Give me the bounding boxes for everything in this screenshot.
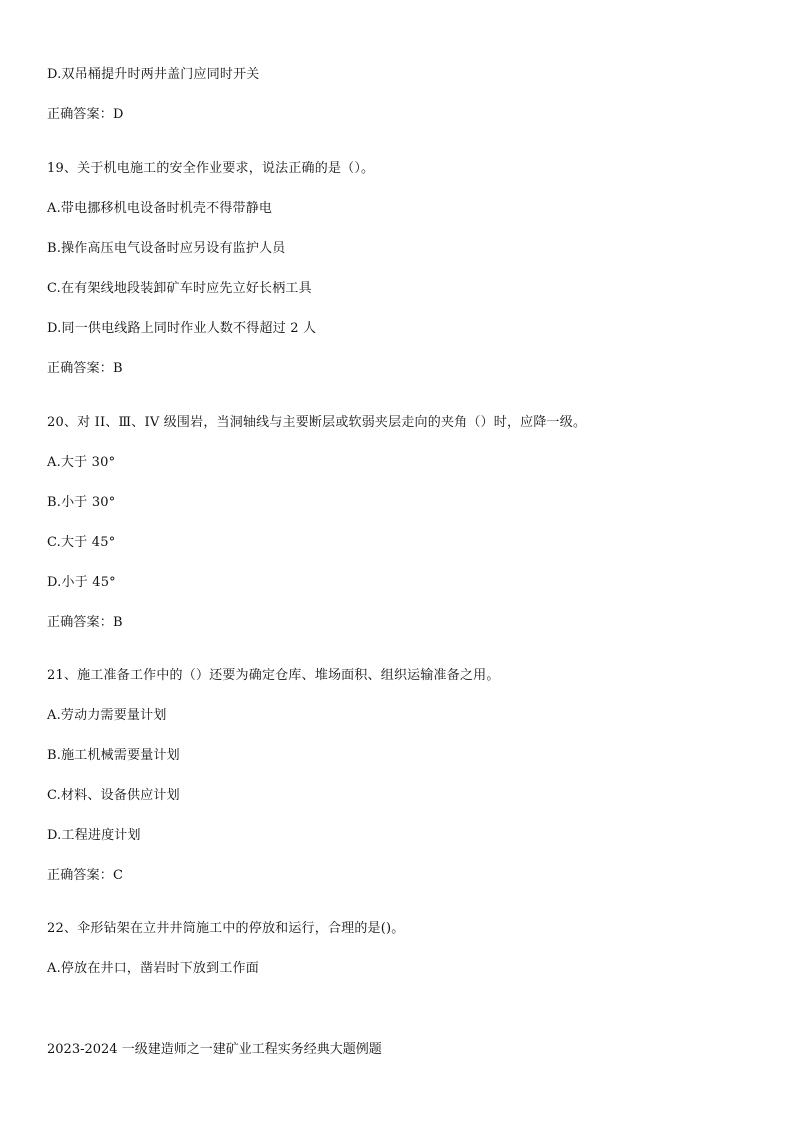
q22-question: 22、伞形钻架在立井井筒施工中的停放和运行，合理的是()。 xyxy=(47,921,405,936)
q19-option-a: A.带电挪移机电设备时机壳不得带静电 xyxy=(47,201,273,216)
prev-answer: 正确答案：D xyxy=(47,107,124,122)
q19-option-c: C.在有架线地段装卸矿车时应先立好长柄工具 xyxy=(47,281,312,296)
q19-option-b: B.操作高压电气设备时应另设有监护人员 xyxy=(47,241,286,256)
q20-question: 20、对 II、Ⅲ、IV 级围岩，当洞轴线与主要断层或软弱夹层走向的夹角（）时，应降一级。 xyxy=(47,415,587,430)
q19-question: 19、关于机电施工的安全作业要求，说法正确的是（）。 xyxy=(47,161,375,176)
q19-option-d: D.同一供电线路上同时作业人数不得超过 2 人 xyxy=(47,321,317,336)
q21-option-c: C.材料、设备供应计划 xyxy=(47,788,180,803)
prev-option-d: D.双吊桶提升时两井盖门应同时开关 xyxy=(47,67,260,82)
q21-question: 21、施工准备工作中的（）还要为确定仓库、堆场面积、组织运输准备之用。 xyxy=(47,668,500,683)
q19-answer: 正确答案：B xyxy=(47,361,123,376)
q20-option-d: D.小于 45° xyxy=(47,575,116,590)
page-footer: 2023-2024 一级建造师之一建矿业工程实务经典大题例题 xyxy=(47,1042,382,1057)
q21-option-b: B.施工机械需要量计划 xyxy=(47,748,180,763)
q20-option-a: A.大于 30° xyxy=(47,455,116,470)
q21-option-d: D.工程进度计划 xyxy=(47,828,141,843)
q20-answer: 正确答案：B xyxy=(47,615,123,630)
q22-option-a: A.停放在井口，凿岩时下放到工作面 xyxy=(47,961,259,976)
q20-option-b: B.小于 30° xyxy=(47,495,116,510)
q21-option-a: A.劳动力需要量计划 xyxy=(47,708,167,723)
q20-option-c: C.大于 45° xyxy=(47,535,116,550)
q21-answer: 正确答案：C xyxy=(47,868,124,883)
